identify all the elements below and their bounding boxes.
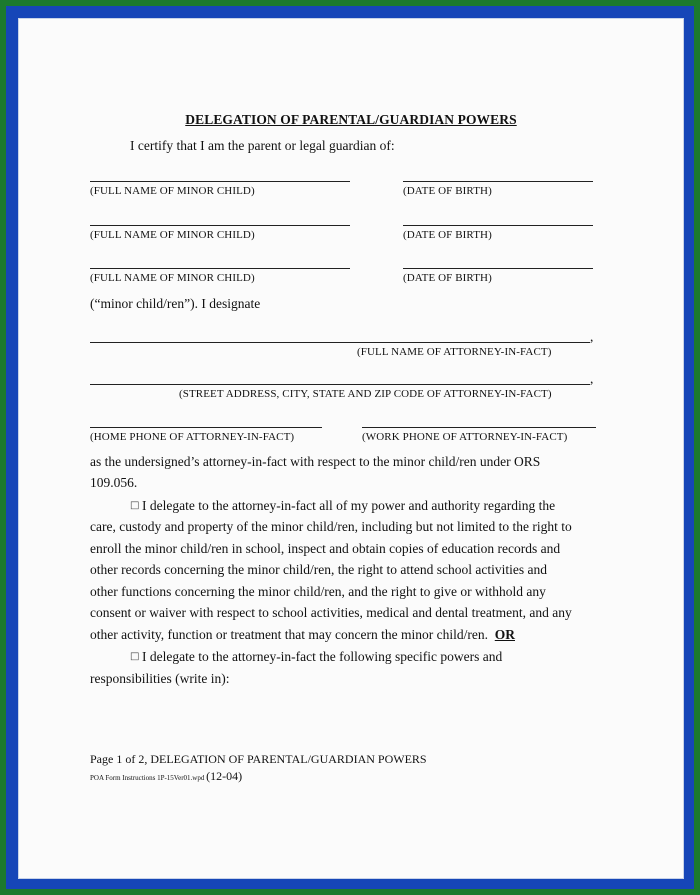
child-dob-line-1[interactable] (403, 181, 593, 182)
inner-frame (6, 6, 694, 889)
child-dob-line-3[interactable] (403, 268, 593, 269)
child-name-label-1: (FULL NAME OF MINOR CHILD) (90, 185, 255, 197)
designate-text: (“minor child/ren”). I designate (90, 296, 261, 311)
home-phone-line[interactable] (90, 427, 322, 428)
option2-line-1: I delegate to the attorney-in-fact the following specific powers and (142, 649, 503, 664)
attorney-name-label: (FULL NAME OF ATTORNEY-IN-FACT) (357, 346, 552, 358)
option1-line-2: care, custody and property of the minor child/ren, including but not limited to the right to (90, 519, 572, 534)
certify-statement: I certify that I am the parent or legal guardian of: (130, 138, 395, 153)
child-dob-line-2[interactable] (403, 225, 593, 226)
option1-line-5: other functions concerning the minor child/ren, and the right to give or withhold any (90, 584, 546, 599)
option1-line-3: enroll the minor child/ren in school, inspect and obtain copies of education records and (90, 541, 561, 556)
child-dob-label-3: (DATE OF BIRTH) (403, 272, 492, 284)
child-dob-label-2: (DATE OF BIRTH) (403, 229, 492, 241)
option1-line-4: other records concerning the minor child/ren, the right to attend school activities and (90, 562, 547, 577)
child-dob-label-1: (DATE OF BIRTH) (403, 185, 492, 197)
option1-checkbox-icon[interactable]: □ (130, 500, 140, 511)
child-name-line-3[interactable] (90, 268, 350, 269)
attorney-address-line[interactable] (90, 384, 590, 385)
child-name-line-1[interactable] (90, 181, 350, 182)
undersigned-line-1: as the undersigned’s attorney-in-fact with respect to the minor child/ren under ORS (90, 454, 541, 469)
footer-date: (12-04) (206, 769, 243, 783)
child-name-line-2[interactable] (90, 225, 350, 226)
undersigned-line-2: 109.056. (90, 475, 138, 490)
page-title: DELEGATION OF PARENTAL/GUARDIAN POWERS (185, 112, 517, 127)
child-name-label-3: (FULL NAME OF MINOR CHILD) (90, 272, 255, 284)
option2-checkbox-icon[interactable]: □ (130, 651, 140, 662)
option1-line-1: I delegate to the attorney-in-fact all of my power and authority regarding the (142, 498, 556, 513)
option1-line-7-text: other activity, function or treatment that may concern the minor child/ren. (90, 627, 488, 642)
footer-file-name: POA Form Instructions 1P-15Ver01.wpd (90, 774, 205, 782)
footer-page-label: Page 1 of 2, DELEGATION OF PARENTAL/GUARDIAN POWERS (90, 752, 427, 766)
child-name-label-2: (FULL NAME OF MINOR CHILD) (90, 229, 255, 241)
attorney-name-comma: , (590, 329, 594, 344)
work-phone-label: (WORK PHONE OF ATTORNEY-IN-FACT) (362, 431, 568, 443)
document-page (18, 18, 684, 879)
attorney-address-label: (STREET ADDRESS, CITY, STATE AND ZIP CODE OF ATTORNEY-IN-FACT) (179, 388, 552, 400)
option1-line-7 (90, 627, 515, 643)
attorney-name-line[interactable] (90, 342, 590, 343)
footer-file-label (90, 769, 242, 784)
or-label: OR (494, 627, 515, 642)
option1-line-6: consent or waiver with respect to school activities, medical and dental treatment, and any (90, 605, 572, 620)
option2-line-2: responsibilities (write in): (90, 671, 230, 686)
work-phone-line[interactable] (362, 427, 596, 428)
home-phone-label: (HOME PHONE OF ATTORNEY-IN-FACT) (90, 431, 295, 443)
attorney-address-comma: , (590, 371, 594, 386)
